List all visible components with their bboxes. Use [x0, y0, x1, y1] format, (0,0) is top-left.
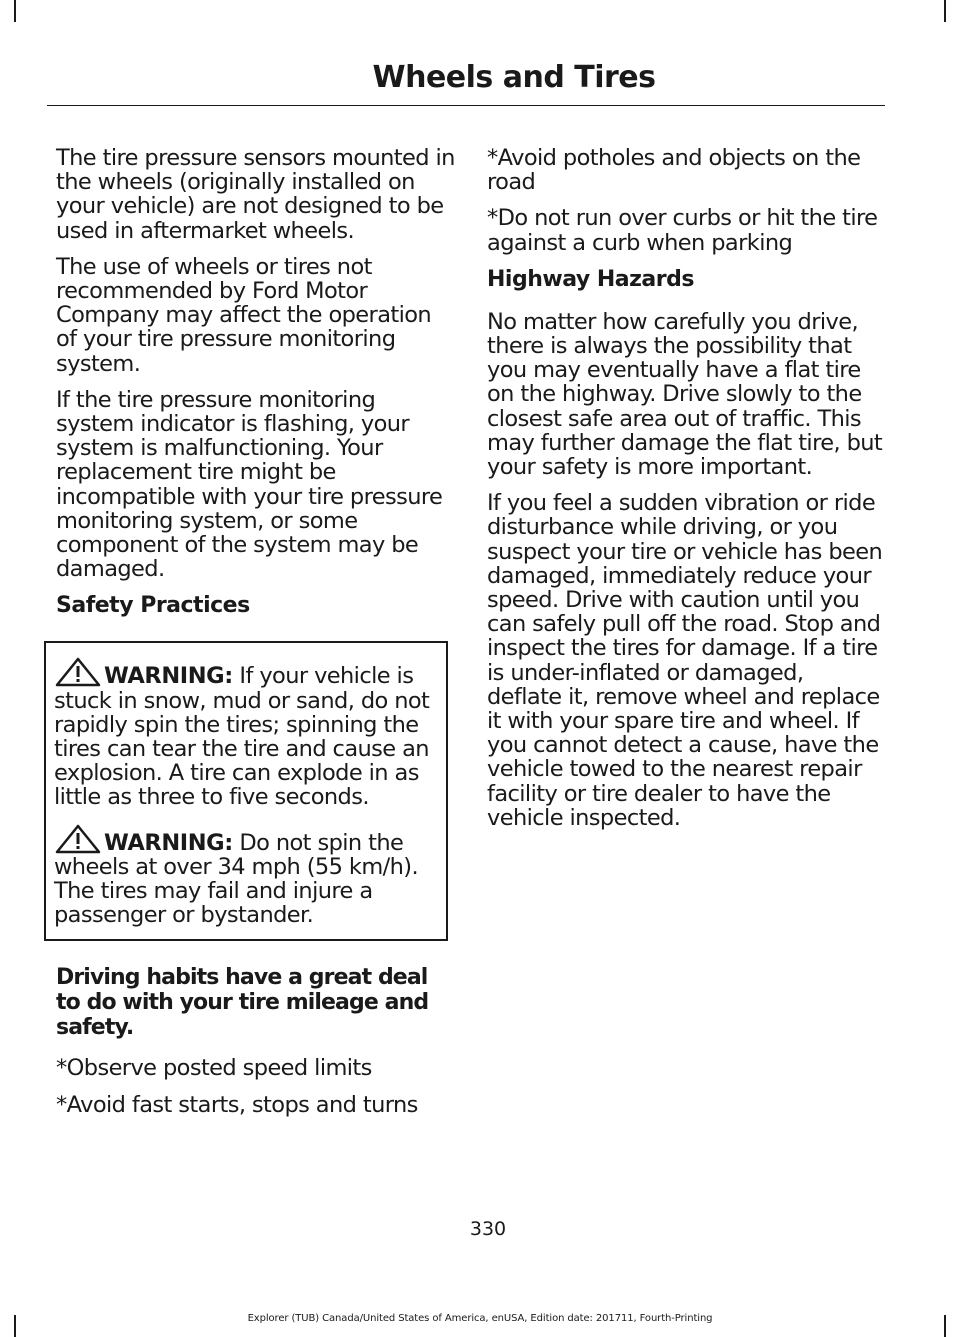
- warning-triangle-icon: [54, 657, 102, 687]
- warning-box: [44, 641, 448, 941]
- paragraph-wheels-tires: The use of wheels or tires not recommended by Ford Motor Company may affect the operation of your tire pressure monitoring system.: [56, 253, 432, 377]
- page-title: Wheels and Tires: [372, 60, 656, 95]
- left-column: [56, 146, 456, 1129]
- crop-mark-top-left: [14, 0, 16, 22]
- footer-edition: Explorer (TUB) Canada/United States of America, enUSA, Edition date: 201711, Fourth-Printing: [247, 1313, 713, 1324]
- paragraph-sensors: The tire pressure sensors mounted in the wheels (originally installed on your vehicle) are not designed to be used in aftermarket wheels.: [56, 145, 455, 244]
- warning-spin-tires: [54, 657, 440, 809]
- bullet-potholes: *Avoid potholes and objects on the road: [487, 145, 861, 196]
- bullet-curbs: *Do not run over curbs or hit the tire against a curb when parking: [487, 205, 878, 256]
- paragraph-flat-tire: No matter how carefully you drive, there is always the possibility that you may eventually have a flat tire on the highway. Drive slowly to the closest safe area out of traffic. This may further damage the flat tire, but your safety is more important.: [487, 308, 883, 481]
- crop-mark-top-right: [944, 0, 946, 22]
- paragraph-tpms-indicator: If the tire pressure monitoring system indicator is flashing, your system is malfunctioning. Your replacement tire might be incompatible with your tire pressure monitoring system, or some component of the system may be damaged.: [56, 386, 443, 583]
- page-number: 330: [469, 1218, 507, 1240]
- header-divider: [47, 105, 885, 106]
- warning-spin-speed: [54, 824, 440, 928]
- heading-highway-hazards: Highway Hazards: [487, 266, 694, 292]
- warning-text: If your vehicle is stuck in snow, mud or sand, do not rapidly spin the tires; spinning the tires can tear the tire and cause an explosion. A tire can explode in as little as three to five seconds.: [54, 663, 430, 811]
- heading-driving-habits: Driving habits have a great deal to do with your tire mileage and safety.: [56, 965, 429, 1041]
- warning-label: WARNING:: [104, 829, 233, 856]
- right-column: [487, 146, 883, 842]
- warning-triangle-icon: [54, 824, 102, 854]
- paragraph-vibration: If you feel a sudden vibration or ride disturbance while driving, or you suspect your tire or vehicle has been damaged, immediately reduce your speed. Drive with caution until you can safely pull off the road. Stop and inspect the tires for damage. If a tire is under-inflated or damaged, deflate it, remove wheel and replace it with your spare tire and wheel. If you cannot detect a cause, have the vehicle towed to the nearest repair facility or tire dealer to have the vehicle inspected.: [487, 490, 883, 831]
- warning-text: Do not spin the wheels at over 34 mph (55 km/h). The tires may fail and injure a passenger or bystander.: [54, 829, 419, 929]
- bullet-speed-limits: *Observe posted speed limits: [56, 1055, 372, 1082]
- bullet-fast-starts: *Avoid fast starts, stops and turns: [56, 1091, 418, 1118]
- heading-safety-practices: Safety Practices: [56, 593, 250, 619]
- warning-label: WARNING:: [104, 663, 233, 690]
